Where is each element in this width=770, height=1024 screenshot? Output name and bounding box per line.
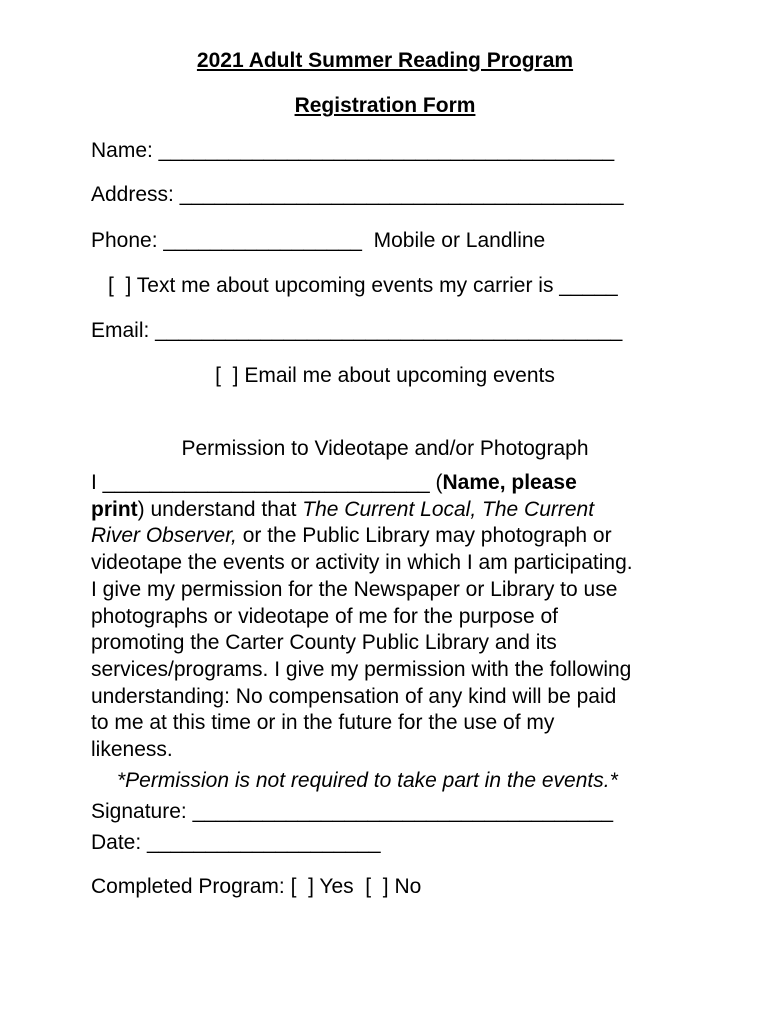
permission-line-1: I ____________________________ (Name, please [91,471,577,494]
date-field-line: Date: ____________________ [91,831,381,854]
permission-line-5: I give my permission for the Newspaper or Library to use [91,577,618,601]
permission-line-10: to me at this time or in the future for the use of my [91,711,555,735]
form-subtitle: Registration Form [294,94,476,117]
email-field-line: Email: ________________________________________ [91,319,623,342]
permission-paragraph [91,470,683,764]
permission-note: *Permission is not required to take part in the events.* [117,769,618,792]
signature-field-line: Signature: ____________________________________ [91,800,614,823]
name-field-line: Name: _______________________________________ [91,139,615,162]
permission-line-2: print) understand that The Current Local, The Current [91,497,595,521]
permission-heading: Permission to Videotape and/or Photograph [181,437,589,460]
address-field-line: Address: ______________________________________ [91,183,624,206]
permission-line-6: photographs or videotape of me for the purpose of [91,604,558,628]
permission-line-11: likeness. [91,738,173,762]
permission-line-9: understanding: No compensation of any kind will be paid [91,684,617,708]
completed-program-line: Completed Program: [ ] Yes [ ] No [91,875,422,898]
permission-line-4: videotape the events or activity in which I am participating. [91,551,633,575]
permission-line-3: River Observer, or the Public Library may photograph or [91,524,612,548]
permission-line-7: promoting the Carter County Public Library and its [91,631,557,655]
text-me-checkbox-line: [ ] Text me about upcoming events my carrier is _____ [108,274,618,297]
email-me-checkbox-line: [ ] Email me about upcoming events [215,364,555,387]
form-title: 2021 Adult Summer Reading Program [196,49,574,72]
phone-field-line: Phone: _________________ Mobile or Landline [91,229,546,252]
permission-line-8: services/programs. I give my permission with the following [91,657,632,681]
